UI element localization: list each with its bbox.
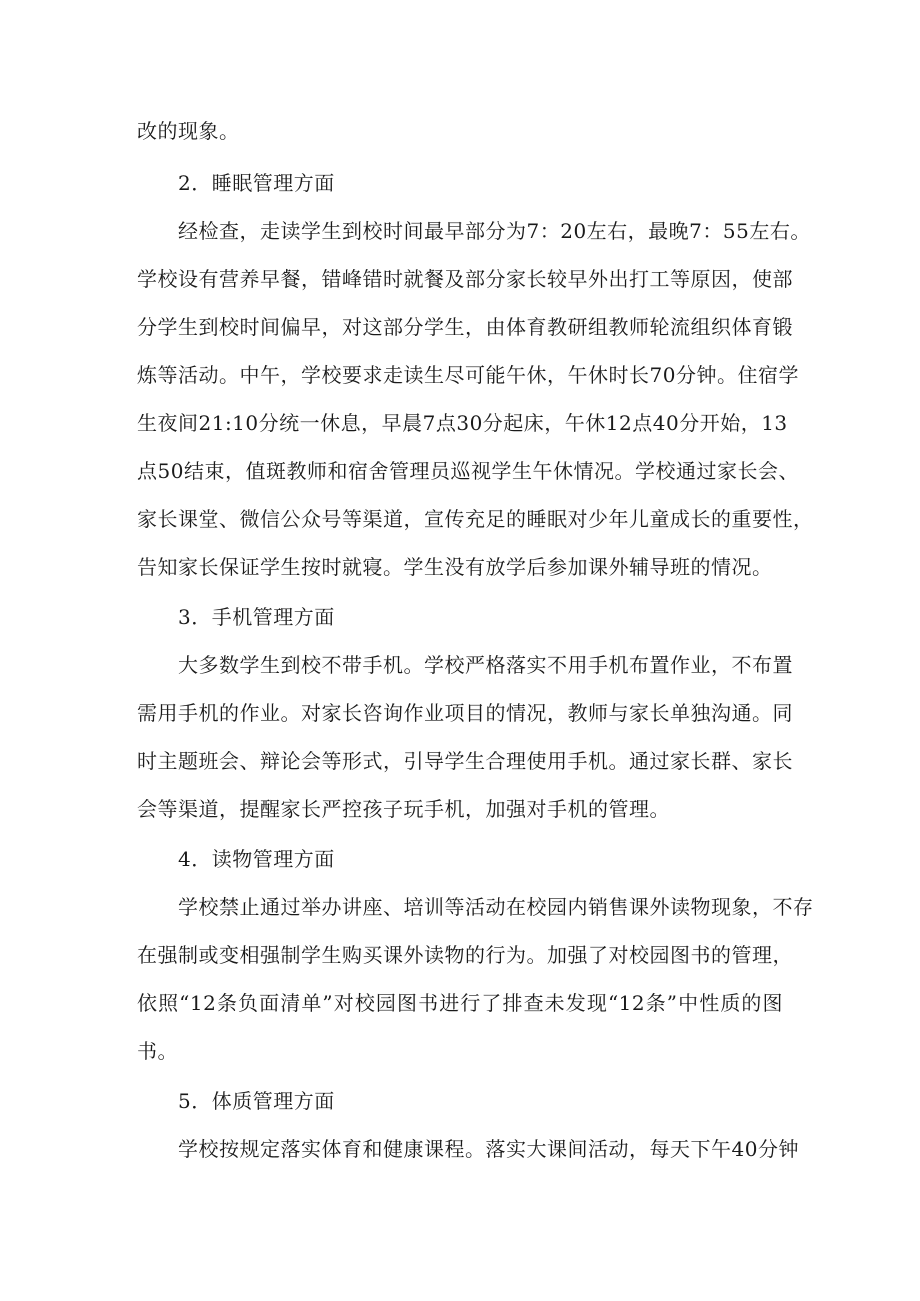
paragraph-line: 依照“12条负面清单”对校园图书进行了排查未发现“12条”中性质的图 — [137, 991, 783, 1015]
paragraph-line: 改的现象。 — [137, 119, 240, 143]
paragraph-line: 学校设有营养早餐，错峰错时就餐及部分家长较早外出打工等原因，使部 — [137, 267, 793, 291]
paragraph-line: 经检查，走读学生到校时间最早部分为7：20左右，最晚7：55左右。 — [178, 219, 811, 243]
paragraph-line: 会等渠道，提醒家长严控孩子玩手机，加强对手机的管理。 — [137, 797, 670, 821]
paragraph-line: 时主题班会、辩论会等形式，引导学生合理使用手机。通过家长群、家长 — [137, 749, 793, 773]
paragraph-line: 学校按规定落实体育和健康课程。落实大课间活动，每天下午40分钟 — [178, 1137, 799, 1161]
section-heading-sleep: 2．睡眠管理方面 — [178, 171, 335, 195]
paragraph-line: 需用手机的作业。对家长咨询作业项目的情况，教师与家长单独沟通。同 — [137, 701, 793, 725]
paragraph-line: 分学生到校时间偏早，对这部分学生，由体育教研组教师轮流组织体育锻 — [137, 315, 793, 339]
paragraph-line: 书。 — [137, 1039, 178, 1063]
paragraph-line: 在强制或变相强制学生购买课外读物的行为。加强了对校园图书的管理， — [137, 943, 793, 967]
paragraph-line: 大多数学生到校不带手机。学校严格落实不用手机布置作业，不布置 — [178, 653, 793, 677]
paragraph-line: 生夜间21:10分统一休息，早晨7点30分起床，午休12点40分开始，13 — [137, 411, 788, 435]
paragraph-line: 家长课堂、微信公众号等渠道，宣传充足的睡眠对少年儿童成长的重要性， — [137, 507, 814, 531]
section-heading-phone: 3．手机管理方面 — [178, 605, 335, 629]
section-heading-physique: 5．体质管理方面 — [178, 1089, 335, 1113]
paragraph-line: 学校禁止通过举办讲座、培训等活动在校园内销售课外读物现象，不存 — [178, 895, 814, 919]
paragraph-line: 点50结束，值斑教师和宿舍管理员巡视学生午休情况。学校通过家长会、 — [137, 459, 799, 483]
paragraph-line: 炼等活动。中午，学校要求走读生尽可能午休，午休时长70分钟。住宿学 — [137, 363, 799, 387]
paragraph-line: 告知家长保证学生按时就寝。学生没有放学后参加课外辅导班的情况。 — [137, 555, 773, 579]
section-heading-reading: 4．读物管理方面 — [178, 847, 335, 871]
